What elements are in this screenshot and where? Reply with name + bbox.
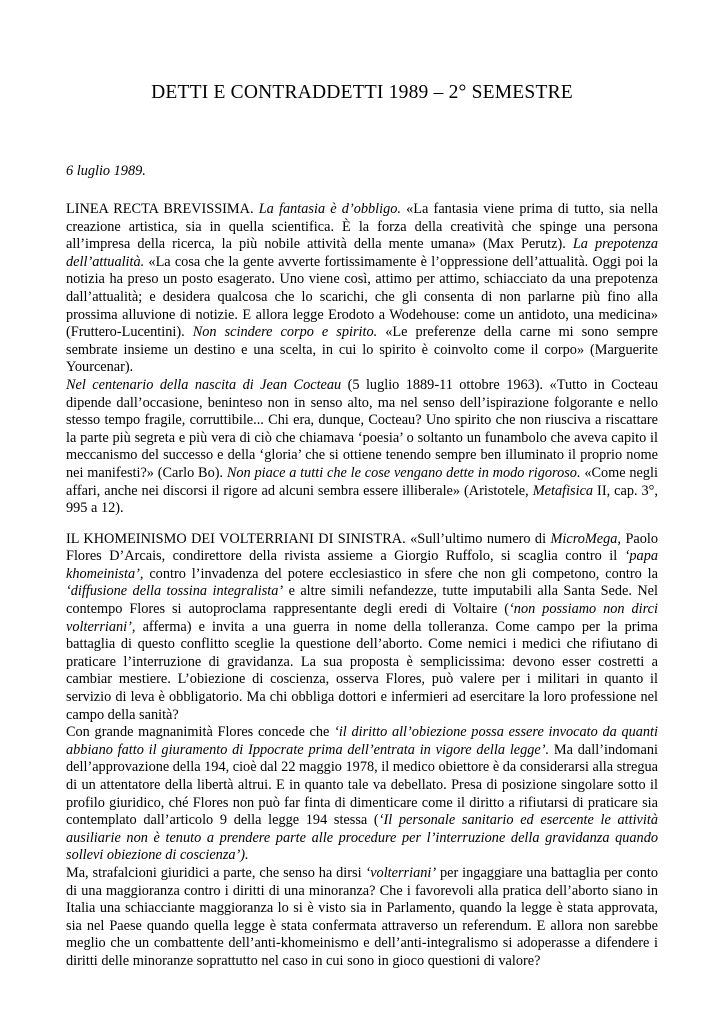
date-line: 6 luglio 1989. [66, 163, 146, 179]
paragraph: IL KHOMEINISMO DEI VOLTERRIANI DI SINISTRA. «Sull’ultimo numero di MicroMega, Paolo Flores D’Arcais, condirettore della rivista assieme a Giorgio Ruffolo, si scaglia contro il ‘papa khomeinista’, contro l’invadenza del potere ecclesiastico in sfere che non gli competono, contro la ‘diffusione della tossina integralista’ e altre simili nefandezze, tutte imputabili alla Santa Sede. Nel contempo Flores si autoproclama rappresentante degli eredi di Voltaire (‘non possiamo non dirci volterriani’, afferma) e invita a una guerra in nome della tolleranza. Come campo per la prima battaglia di questo conflitto sceglie la questione dell’aborto. Come nemici i medici che rifiutano di praticare l’interruzione di gravidanza. La sua proposta è semplicissima: devono esser costretti a cambiar mestiere. L’obiezione di coscienza, osserva Flores, può valere per i militari in quanto il servizio di leva è obbligatorio. Ma chi obbliga dottori e infermieri ad esercitare la loro professione nel campo della sanità? Con grande magnanimità Flores concede che ‘il diritto all’obiezione possa essere invocato da quanti abbiano fatto il giuramento di Ippocrate prima dell’entrata in vigore della legge’. Ma dall’indomani dell’approvazione della 194, cioè dal 22 maggio 1978, il medico obiettore è da considerarsi alla stregua di un attentatore della libertà altrui. E in quanto tale va debellato. Presa di posizione singolare sotto il profilo giuridico, ché Flores non può far finta di dimenticare come il diritto a rifiutarsi di praticare sia contemplato dall’articolo 9 della legge 194 stessa (‘Il personale sanitario ed esercente le attività ausiliarie non è tenuto a prendere parte alle procedure per l’interruzione della gravidanza quando sollevi obiezione di coscienza’). Ma, strafalcioni giuridici a parte, che senso ha dirsi ‘volterriani’ per ingaggiare una battaglia per conto di una maggioranza contro i diritti di una minoranza? Che i favorevoli alla pratica dell’aborto siano in Italia una schiacciante maggioranza lo si è visto sia in Parlamento, quando la legge è stata approvata, sia nel Paese quando quella legge è stata confermata attraverso un referendum. E allora non sarebbe meglio che un combattente dell’anti-khomeinismo e dell’anti-integralismo si adoperasse a difendere i diritti delle minoranze soprattutto nel caso in cui sono in gioco questioni di valore? [66, 530, 659, 969]
paragraph: LINEA RECTA BREVISSIMA. La fantasia è d’obbligo. «La fantasia viene prima di tutto, sia nella creazione artistica, sia in quella scientifica. È la forza della creatività che spinge una persona all’impresa della ricerca, la più nobile attività della mente umana» (Max Perutz). La prepotenza dell’attualità. «La cosa che la gente avverte fortissimamente è l’oppressione dell’attualità. Oggi poi la notizia ha preso un posto esagerato. Uno viene così, attimo per attimo, schiacciato da una prepotenza dall’attualità; e desidera qualcosa che lo scarichi, che gli consenta di non parlarne più fino alla prossima alluvione di notizie. E allora legge Erodoto a Wodehouse: come un antidoto, una medicina» (Fruttero-Lucentini). Non scindere corpo e spirito. «Le preferenze della carne mi sono sempre sembrate insieme un destino e una scelta, in cui lo spirito è coinvolto come il corpo» (Marguerite Yourcenar). Nel centenario della nascita di Jean Cocteau (5 luglio 1889-11 ottobre 1963). «Tutto in Cocteau dipende dall’occasione, beninteso non in senso alto, ma nel senso dell’ispirazione folgorante e nello stesso tempo fragile, corruttibile... Chi era, dunque, Cocteau? Uno spirito che non riusciva a riscattare la parte più segreta e più vera di ciò che chiamava ‘poesia’ o soltanto un funambolo che aveva capito il meccanismo del successo e della ‘gloria’ che si ottiene tenendo sempre ben illuminato il proprio nome nei manifesti?» (Carlo Bo). Non piace a tutti che le cose vengano dette in modo rigoroso. «Come negli affari, anche nei discorsi il rigore ad alcuni sembra essere illiberale» (Aristotele, Metafisica II, cap. 3°, 995 a 12). [66, 201, 658, 517]
body-paragraphs [66, 201, 658, 971]
page-title: DETTI E CONTRADDETTI 1989 – 2° SEMESTRE [151, 82, 573, 103]
